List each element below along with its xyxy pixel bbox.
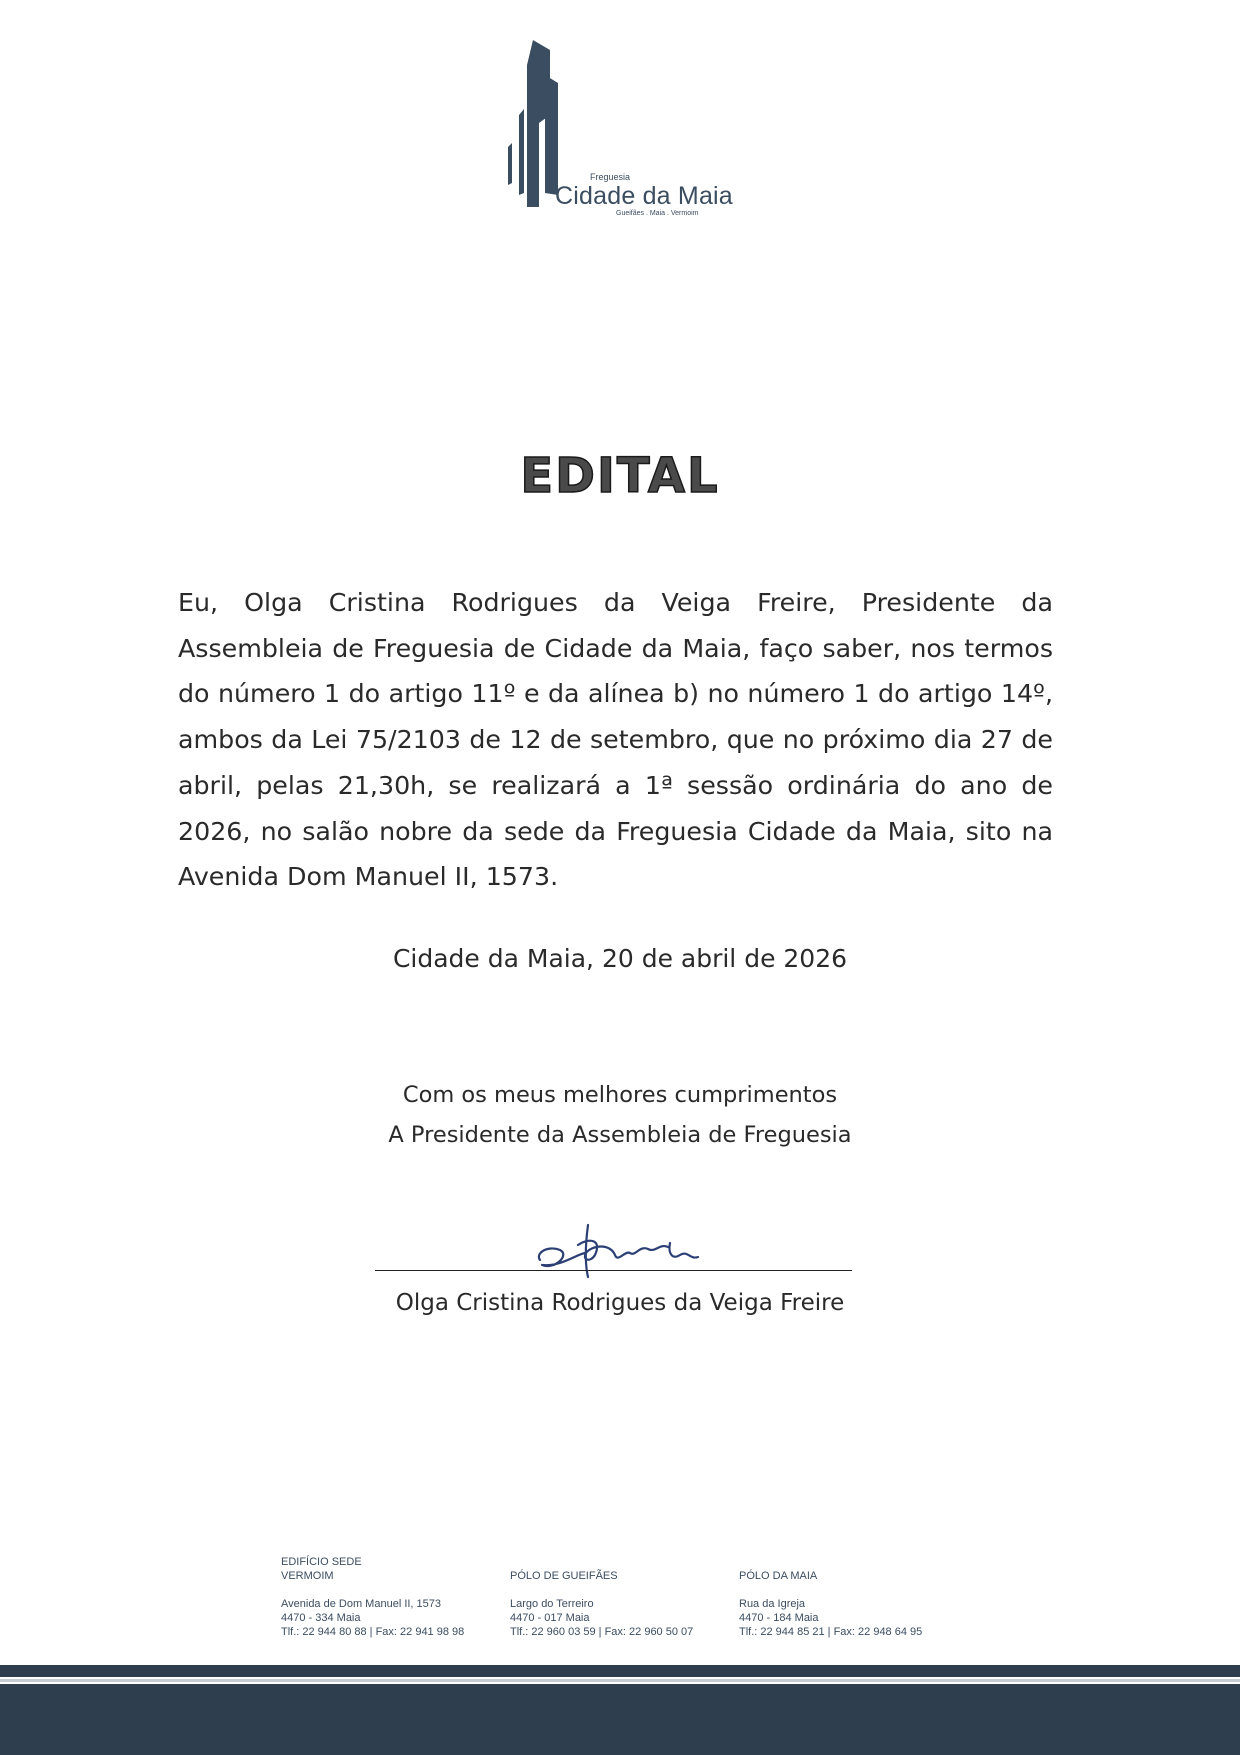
office-phone: Tlf.: 22 960 03 59 | Fax: 22 960 50 07 [510, 1626, 694, 1638]
footer-office-gueifaes [510, 1569, 693, 1639]
office-postcode: 4470 - 334 Maia [281, 1612, 361, 1624]
signer-role: A Presidente da Assembleia de Freguesia [388, 1122, 852, 1148]
edital-body: Eu, Olga Cristina Rodrigues da Veiga Freire, Presidente da Assembleia de Freguesia de Cidade da Maia, faço saber, nos termos do número 1 do artigo 11º e da alínea b) no número 1 do artigo 14º, ambos da Lei 75/2103 de 12 de setembro, que no próximo dia 27 de abril, pelas 21,30h, se realizará a 1ª sessão ordinária do ano de 2026, no salão nobre da sede da Freguesia Cidade da Maia, sito na Avenida Dom Manuel II, 1573. [178, 588, 1053, 892]
logo [500, 35, 733, 230]
logo-name: Cidade da Maia [555, 182, 733, 210]
footer-office-sede [281, 1555, 464, 1639]
office-address: Avenida de Dom Manuel II, 1573 [281, 1598, 442, 1610]
signature-line [375, 1270, 852, 1271]
logo-small-label: Freguesia [590, 172, 631, 182]
office-heading: PÓLO DA MAIA [739, 1570, 818, 1582]
office-heading: PÓLO DE GUEIFÃES [510, 1570, 618, 1582]
office-address: Rua da Igreja [739, 1598, 806, 1610]
office-phone: Tlf.: 22 944 80 88 | Fax: 22 941 98 98 [281, 1626, 465, 1638]
place-date: Cidade da Maia, 20 de abril de 2026 [392, 944, 848, 973]
footer-bar-bottom [0, 1684, 1240, 1755]
logo-subtitle: Gueifães . Maia . Vermoim [616, 210, 699, 217]
office-heading-2: VERMOIM [281, 1570, 334, 1582]
office-postcode: 4470 - 017 Maia [510, 1612, 590, 1624]
office-phone: Tlf.: 22 944 85 21 | Fax: 22 948 64 95 [739, 1626, 923, 1638]
document-title: EDITAL [520, 448, 720, 504]
office-heading: EDIFÍCIO SEDE [281, 1556, 362, 1568]
signature-image [530, 1215, 720, 1285]
footer-bar-divider [0, 1679, 1240, 1682]
office-postcode: 4470 - 184 Maia [739, 1612, 819, 1624]
closing-greeting: Com os meus melhores cumprimentos [402, 1082, 838, 1108]
footer-bar-top [0, 1665, 1240, 1677]
office-address: Largo do Terreiro [510, 1598, 594, 1610]
signer-name: Olga Cristina Rodrigues da Veiga Freire [395, 1290, 845, 1316]
footer-office-maia [739, 1569, 922, 1639]
